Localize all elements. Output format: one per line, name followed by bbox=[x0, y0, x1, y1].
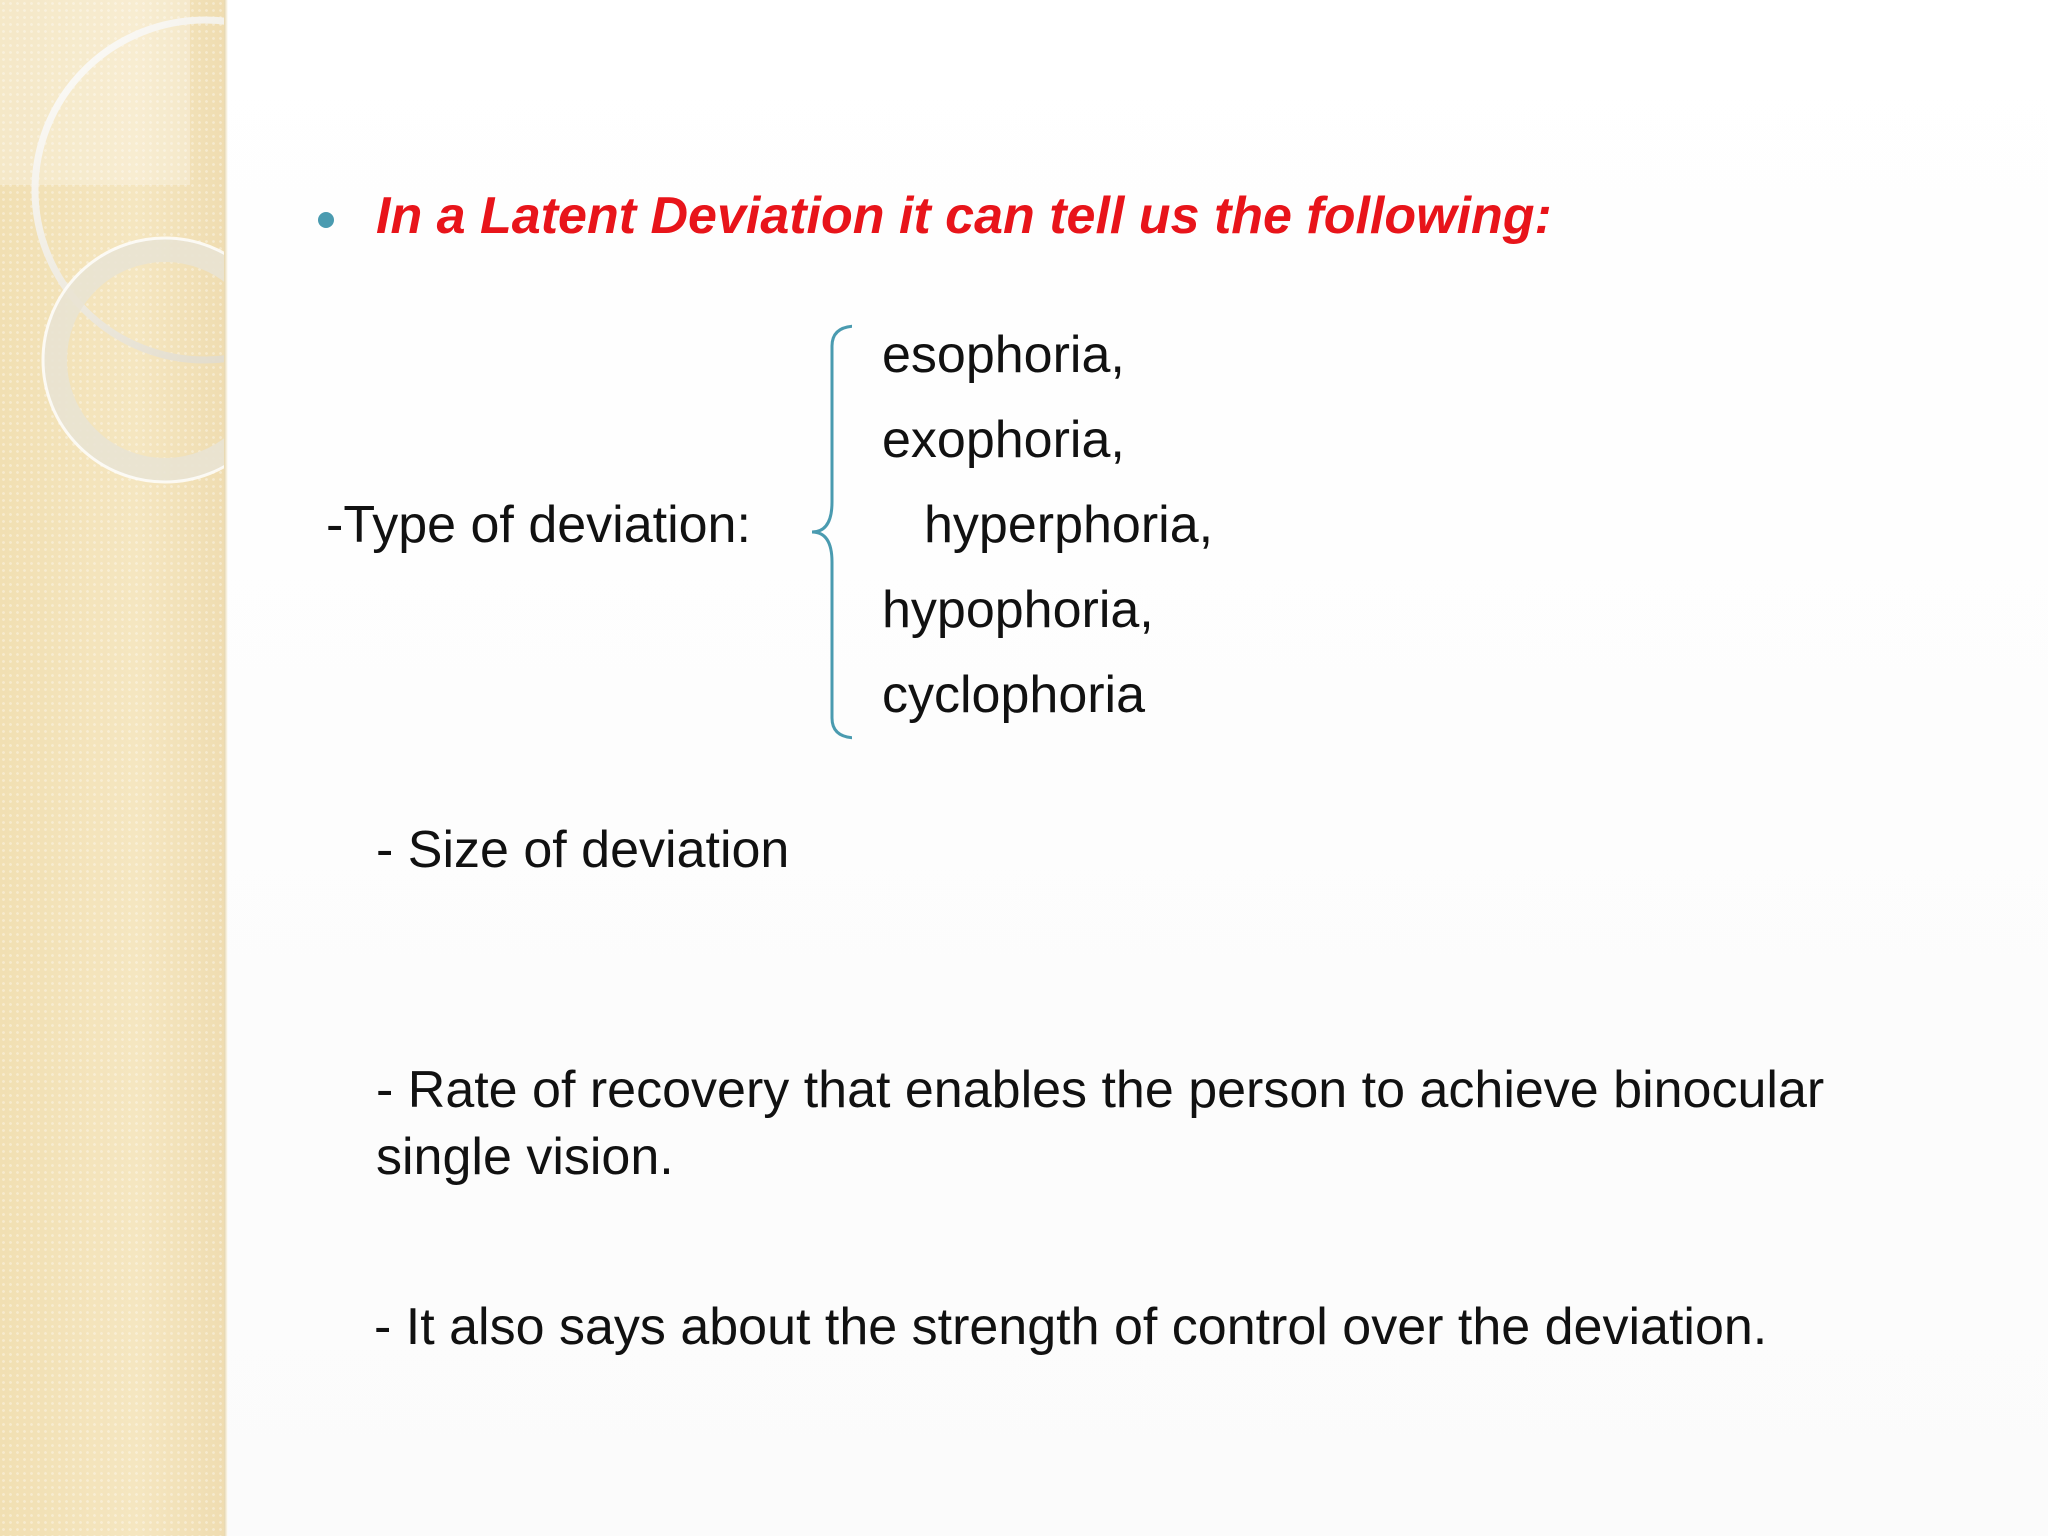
slide-heading: In a Latent Deviation it can tell us the following: bbox=[376, 187, 1552, 245]
rate-item-line2: single vision. bbox=[376, 1128, 674, 1186]
type-exophoria: exophoria, bbox=[882, 411, 1125, 469]
type-label: -Type of deviation: bbox=[326, 496, 751, 554]
decorative-sidebar bbox=[0, 0, 228, 1536]
type-hypophoria: hypophoria, bbox=[882, 581, 1154, 639]
control-item: - It also says about the strength of control over the deviation. bbox=[374, 1298, 1768, 1356]
rate-item-line1: - Rate of recovery that enables the person to achieve binocular bbox=[376, 1061, 1825, 1119]
bullet-icon bbox=[318, 212, 334, 228]
type-cyclophoria: cyclophoria bbox=[882, 666, 1146, 724]
brace-path bbox=[812, 326, 852, 738]
type-hyperphoria: hyperphoria, bbox=[924, 496, 1214, 554]
size-item: - Size of deviation bbox=[376, 821, 790, 879]
ring-ornament bbox=[0, 0, 228, 1536]
curly-brace bbox=[792, 322, 852, 742]
type-esophoria: esophoria, bbox=[882, 326, 1125, 384]
